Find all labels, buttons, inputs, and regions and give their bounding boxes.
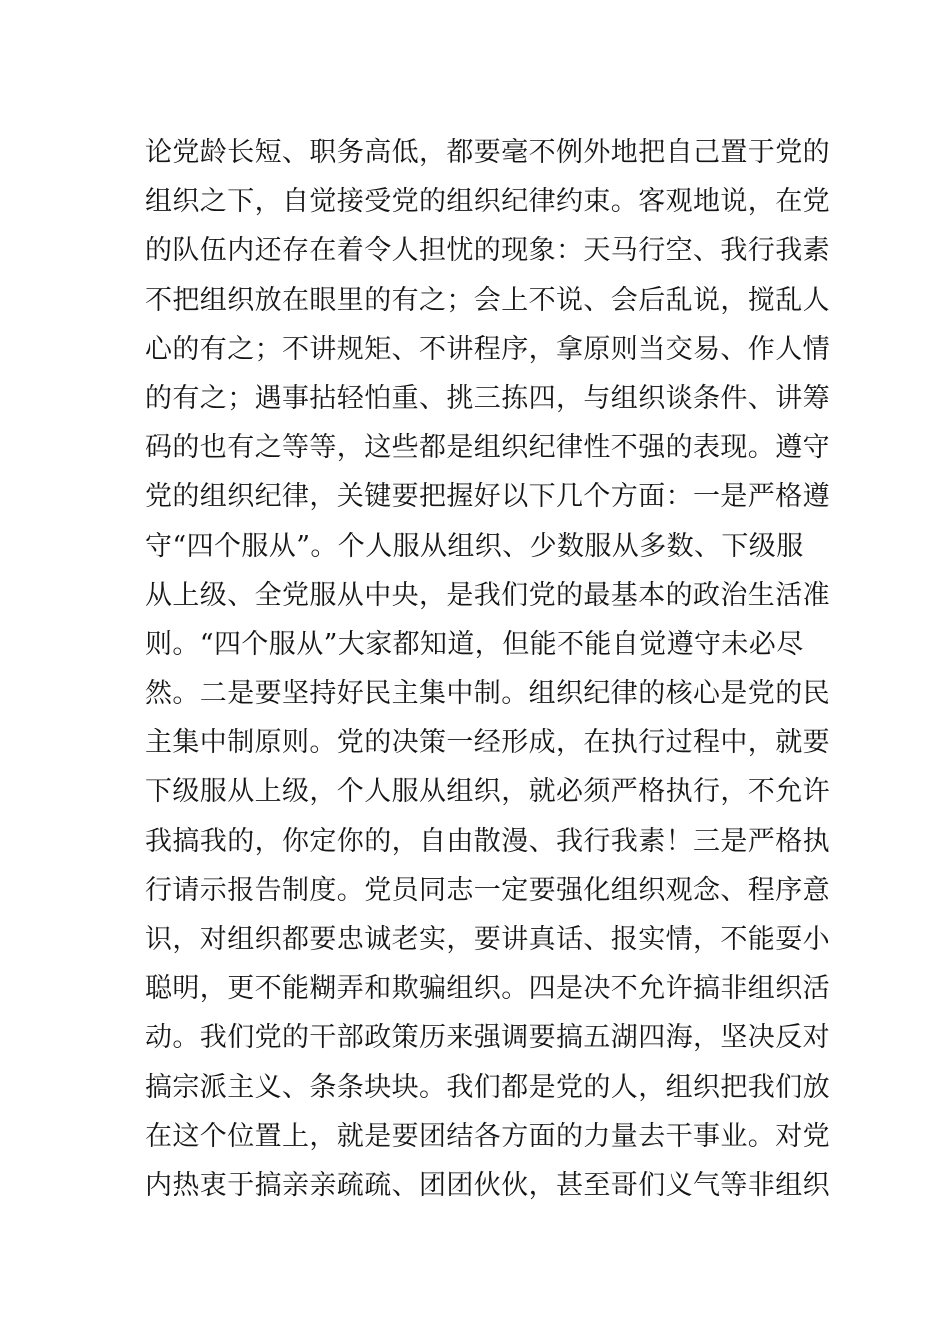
text-line: 下级服从上级，个人服从组织，就必须严格执行，不允许 <box>145 776 830 808</box>
text-line: 主集中制原则。党的决策一经形成，在执行过程中，就要 <box>145 727 830 759</box>
body-text <box>145 128 830 1210</box>
text-line: 行请示报告制度。党员同志一定要强化组织观念、程序意 <box>145 874 830 906</box>
text-line: 则。“四个服从”大家都知道，但能不能自觉遵守未必尽 <box>145 628 804 660</box>
text-line: 识，对组织都要忠诚老实，要讲真话、报实情，不能耍小 <box>145 924 830 955</box>
text-line: 在这个位置上，就是要团结各方面的力量去干事业。对党 <box>145 1120 830 1152</box>
text-line: 的队伍内还存在着令人担忧的现象：天马行空、我行我素 <box>145 235 830 267</box>
text-line: 组织之下，自觉接受党的组织纪律约束。客观地说，在党 <box>145 186 830 218</box>
text-line: 党的组织纪律，关键要把握好以下几个方面：一是严格遵 <box>145 481 830 513</box>
text-line: 搞宗派主义、条条块块。我们都是党的人，组织把我们放 <box>145 1071 830 1103</box>
text-line: 内热衷于搞亲亲疏疏、团团伙伙，甚至哥们义气等非组织 <box>145 1169 830 1201</box>
text-line: 的有之；遇事拈轻怕重、挑三拣四，与组织谈条件、讲筹 <box>145 382 830 414</box>
text-line: 我搞我的，你定你的，自由散漫、我行我素！三是严格执 <box>145 825 830 857</box>
text-line: 动。我们党的干部政策历来强调要搞五湖四海，坚决反对 <box>145 1022 830 1054</box>
text-line: 然。二是要坚持好民主集中制。组织纪律的核心是党的民 <box>145 678 830 710</box>
text-line: 码的也有之等等，这些都是组织纪律性不强的表现。遵守 <box>145 432 830 464</box>
text-line: 不把组织放在眼里的有之；会上不说、会后乱说，搅乱人 <box>145 284 830 316</box>
text-line: 从上级、全党服从中央，是我们党的最基本的政治生活准 <box>145 579 830 611</box>
text-line: 心的有之；不讲规矩、不讲程序，拿原则当交易、作人情 <box>145 333 830 365</box>
text-line: 论党龄长短、职务高低，都要毫不例外地把自己置于党的 <box>145 137 830 168</box>
text-line: 守“四个服从”。个人服从组织、少数服从多数、下级服 <box>145 530 804 562</box>
text-line: 聪明，更不能糊弄和欺骗组织。四是决不允许搞非组织活 <box>145 973 830 1005</box>
